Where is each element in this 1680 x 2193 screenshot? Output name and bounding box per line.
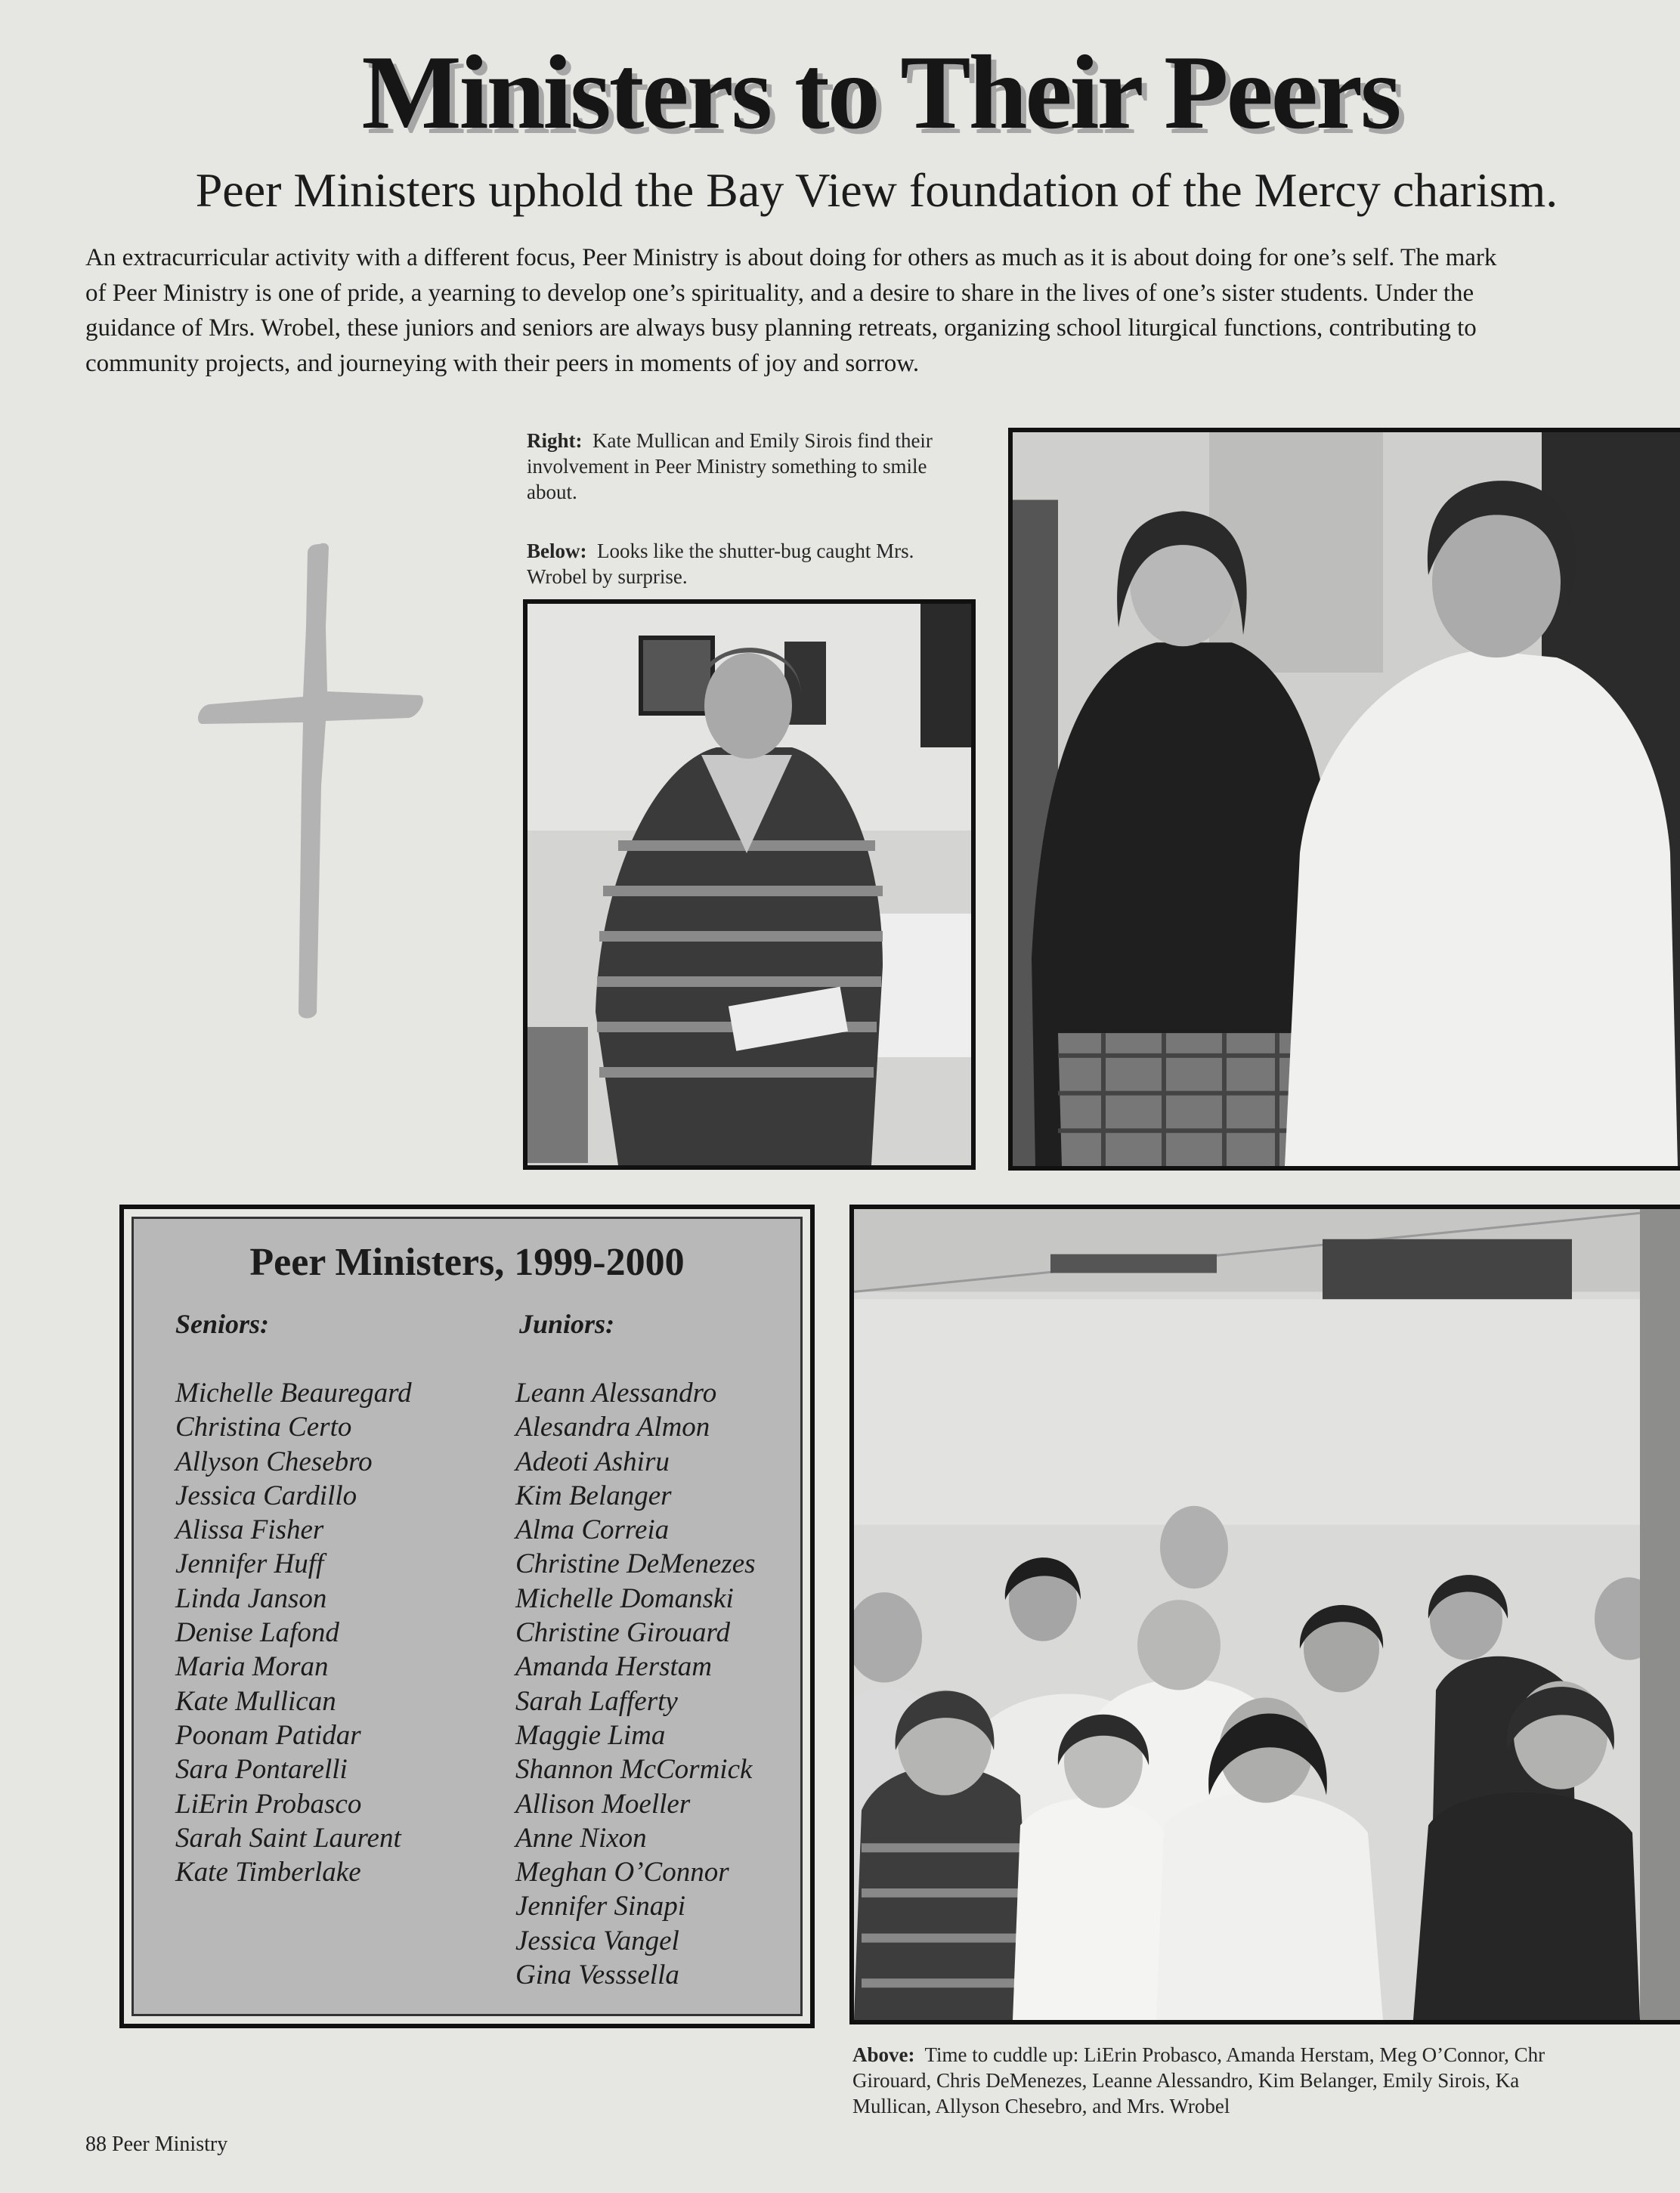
page-title: Ministers to Their Peers — [361, 34, 1400, 151]
list-item: Maria Moran — [175, 1651, 329, 1683]
intro-line: of Peer Ministry is one of pride, a yearning to develop one’s spirituality, and a desire to share in the lives of one’s sister students. Under the — [85, 279, 1474, 307]
list-item: Sarah Saint Laurent — [175, 1822, 401, 1854]
caption-text: Looks like the shutter-bug caught Mrs. Wrobel by surprise. — [527, 540, 914, 588]
photo-mrs-wrobel — [523, 599, 976, 1170]
list-item: Christine Girouard — [515, 1617, 731, 1649]
list-item: Shannon McCormick — [515, 1754, 753, 1786]
list-item: Leann Alessandro — [515, 1378, 717, 1409]
intro-line: guidance of Mrs. Wrobel, these juniors and seniors are always busy planning retreats, organizing school liturgical functions, contributing to — [85, 314, 1477, 342]
caption-above — [852, 2042, 1680, 2119]
page-subtitle: Peer Ministers uphold the Bay View foundation of the Mercy charism. — [195, 163, 1558, 217]
juniors-heading: Juniors: — [519, 1309, 615, 1339]
list-item: LiErin Probasco — [175, 1788, 362, 1820]
caption-below — [527, 538, 969, 589]
caption-label: Right: — [527, 429, 583, 452]
caption-label: Above: — [852, 2043, 915, 2066]
intro-line: An extracurricular activity with a different focus, Peer Ministry is about doing for others as much as it is about doing for one’s self. The mark — [85, 244, 1497, 271]
list-item: Denise Lafond — [175, 1617, 339, 1649]
photo-kate-and-emily — [1008, 428, 1680, 1171]
list-item: Alesandra Almon — [515, 1412, 710, 1443]
intro-paragraph — [85, 240, 1680, 381]
list-item: Jennifer Sinapi — [515, 1891, 686, 1922]
list-item: Anne Nixon — [515, 1822, 647, 1854]
list-item: Amanda Herstam — [515, 1651, 713, 1683]
list-item: Michelle Beauregard — [175, 1378, 412, 1409]
seniors-list — [175, 1376, 412, 1889]
list-item: Kate Mullican — [175, 1685, 336, 1717]
list-item: Allison Moeller — [515, 1788, 691, 1820]
list-item: Allyson Chesebro — [175, 1446, 373, 1477]
caption-text: Time to cuddle up: LiErin Probasco, Amanda Herstam, Meg O’Connor, Chr — [924, 2043, 1545, 2066]
list-item: Michelle Domanski — [515, 1582, 734, 1614]
list-item: Maggie Lima — [515, 1719, 666, 1751]
photo-group — [849, 1205, 1680, 2024]
seniors-heading: Seniors: — [175, 1309, 270, 1339]
list-item: Gina Vesssella — [515, 1959, 679, 1991]
roster-box — [119, 1205, 815, 2028]
roster-title: Peer Ministers, 1999-2000 — [249, 1241, 685, 1284]
list-item: Meghan O’Connor — [515, 1857, 729, 1888]
caption-text: Girouard, Chris DeMenezes, Leanne Alessandro, Kim Belanger, Emily Sirois, Ka — [852, 2069, 1520, 2092]
caption-text: Kate Mullican and Emily Sirois find their involvement in Peer Ministry something to smile about. — [527, 429, 933, 503]
list-item: Christine DeMenezes — [515, 1548, 756, 1580]
list-item: Jessica Vangel — [515, 1925, 679, 1956]
list-item: Alissa Fisher — [175, 1514, 324, 1546]
page-folio: 88 Peer Ministry — [85, 2133, 228, 2156]
list-item: Sara Pontarelli — [175, 1754, 348, 1786]
list-item: Linda Janson — [175, 1582, 327, 1614]
list-item: Adeoti Ashiru — [515, 1446, 670, 1477]
list-item: Jessica Cardillo — [175, 1480, 357, 1511]
list-item: Kate Timberlake — [175, 1857, 361, 1888]
list-item: Sarah Lafferty — [515, 1685, 678, 1717]
list-item: Kim Belanger — [515, 1480, 672, 1511]
list-item: Alma Correia — [515, 1514, 670, 1546]
caption-label: Below: — [527, 540, 587, 562]
intro-line: community projects, and journeying with their peers in moments of joy and sorrow. — [85, 349, 920, 377]
caption-right — [527, 428, 969, 505]
caption-text: Mullican, Allyson Chesebro, and Mrs. Wrobel — [852, 2095, 1230, 2117]
roster-panel — [131, 1217, 803, 2016]
juniors-list — [515, 1376, 756, 1992]
list-item: Christina Certo — [175, 1412, 352, 1443]
cross-graphic — [193, 537, 435, 1020]
list-item: Jennifer Huff — [175, 1548, 324, 1580]
list-item: Poonam Patidar — [175, 1719, 361, 1751]
